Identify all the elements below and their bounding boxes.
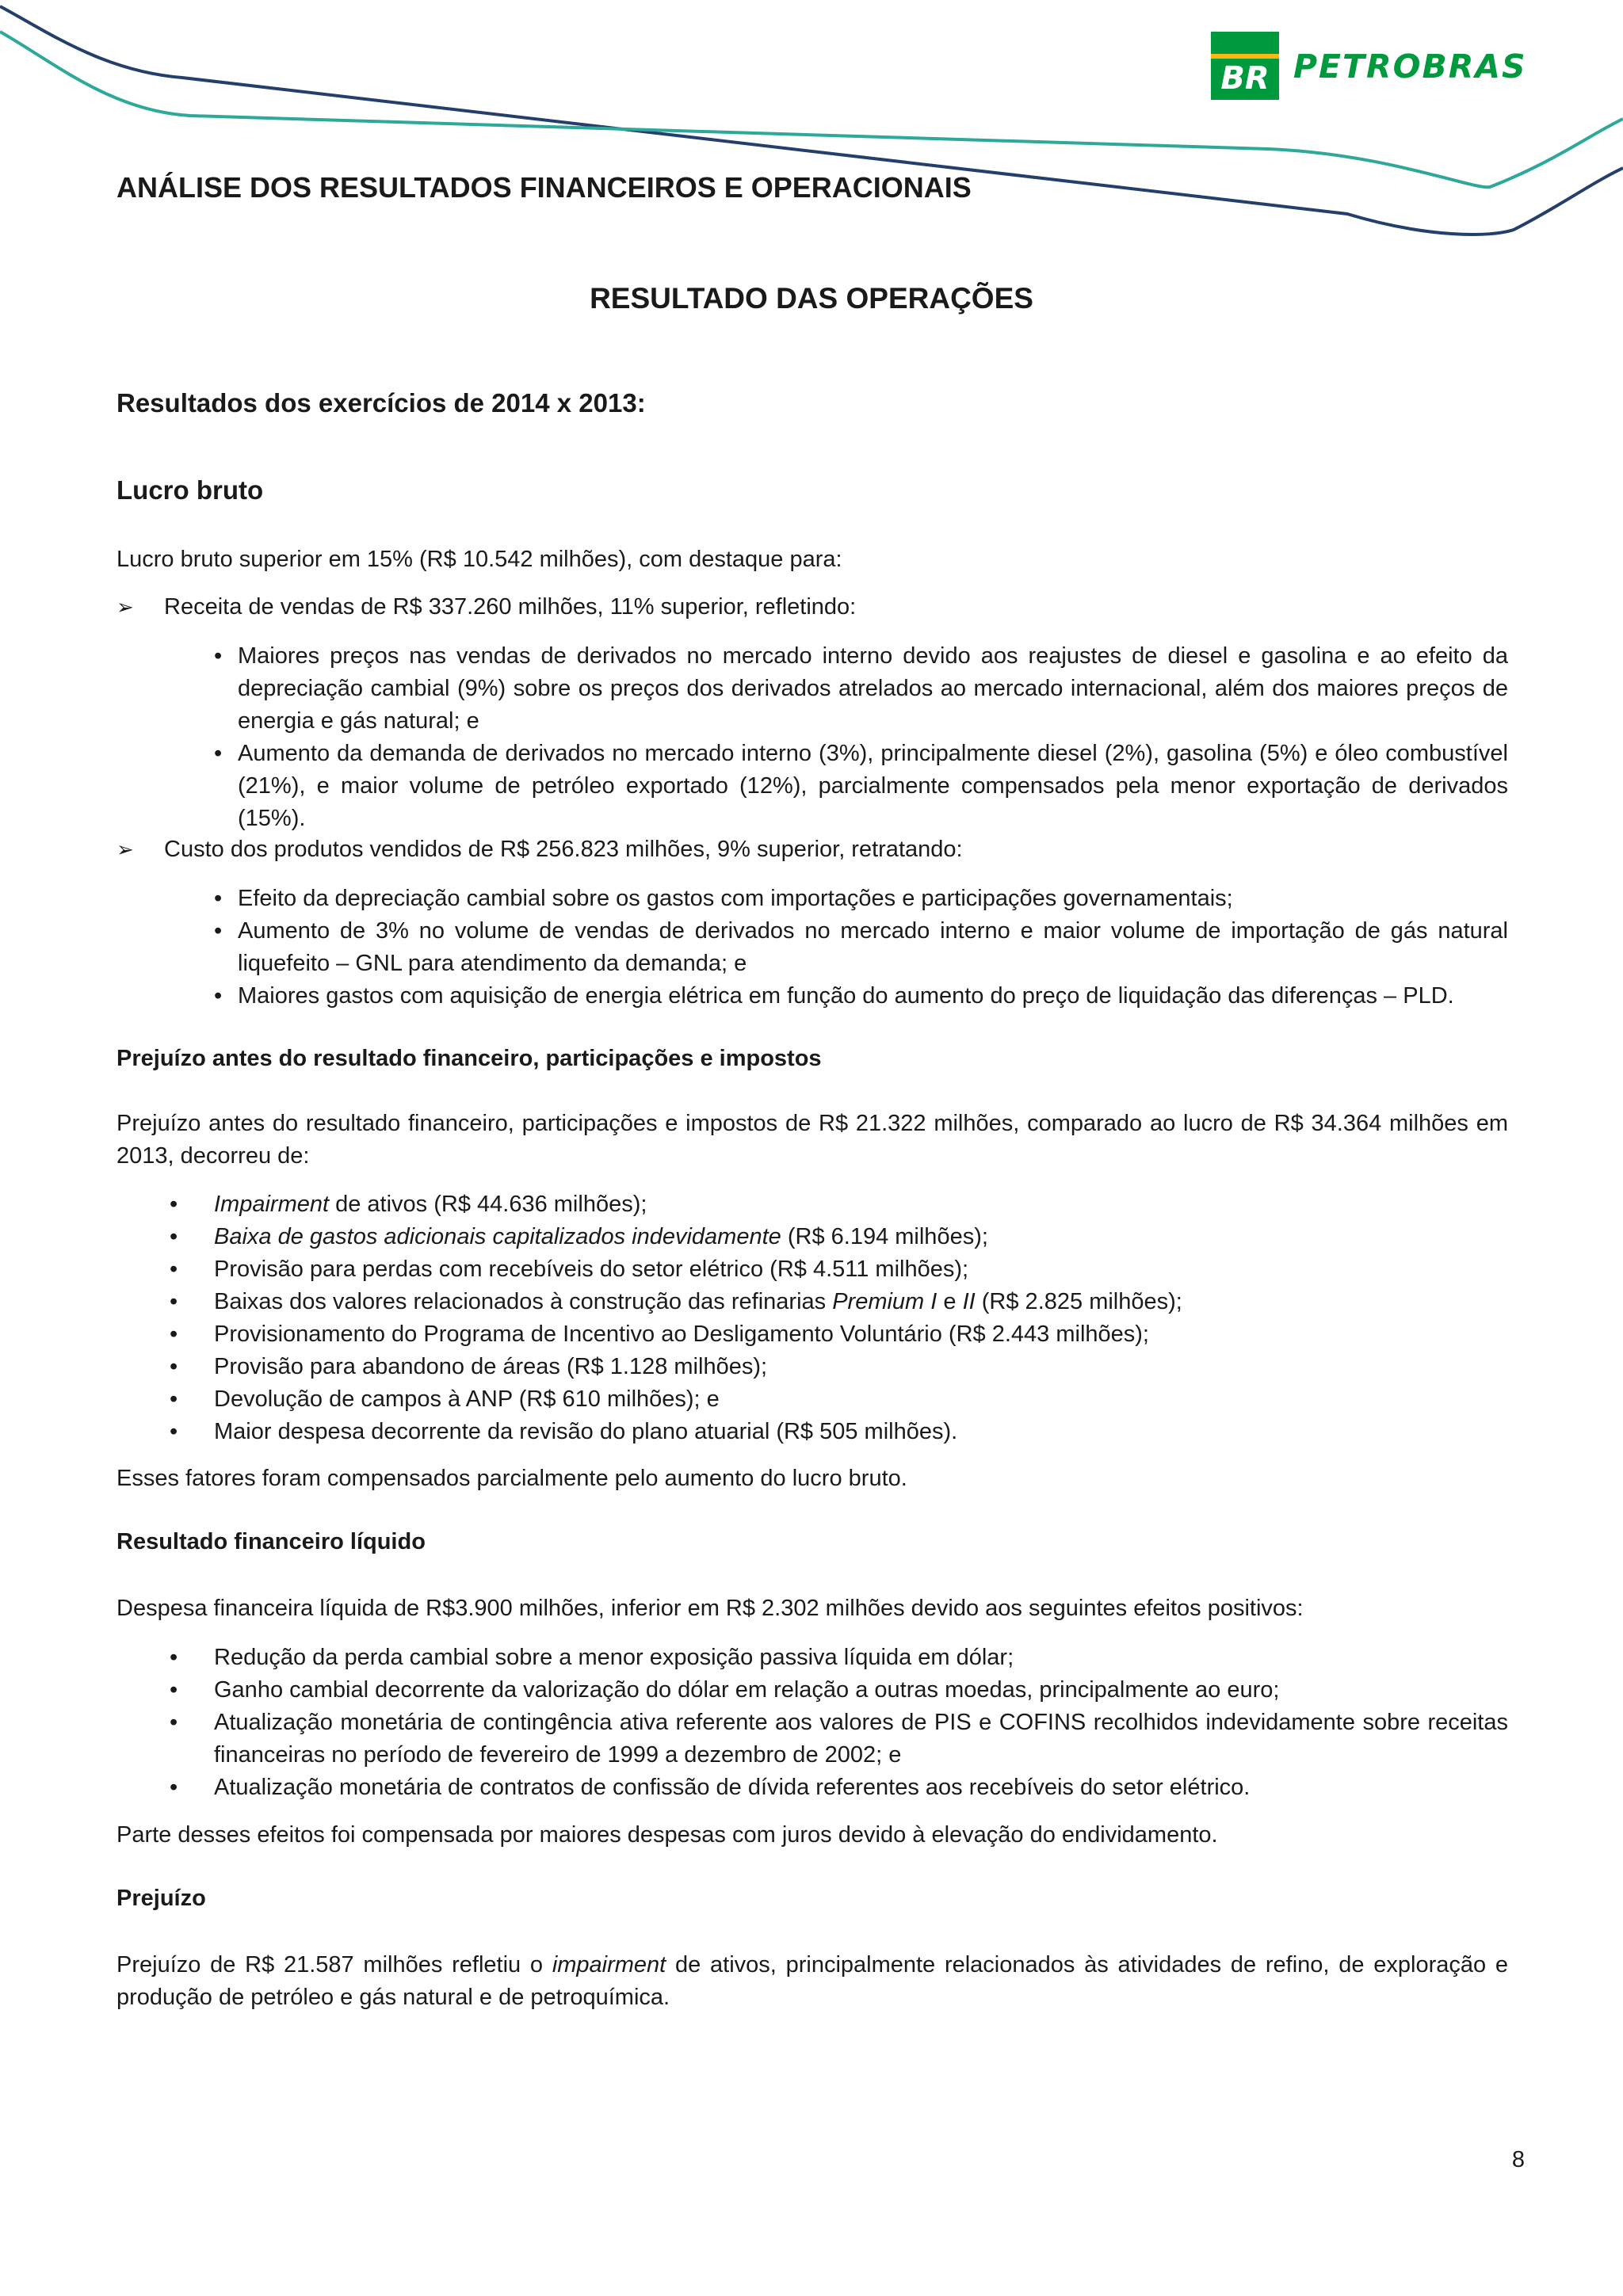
bullet-icon: • [214,741,223,766]
prejuizo-antes-closing: Esses fatores foram compensados parcialmente pelo aumento do lucro bruto. [116,1466,907,1491]
prejuizo-antes-heading: Prejuízo antes do resultado financeiro, participações e impostos [116,1046,822,1071]
list-item: • Provisão para perdas com recebíveis do setor elétrico (R$ 4.511 milhões); [214,1253,1508,1286]
bullet-icon: • [214,918,223,944]
list-item: • Provisionamento do Programa de Incentivo ao Desligamento Voluntário (R$ 2.443 milhões); [214,1318,1508,1351]
bullet-icon: • [214,886,223,911]
page-title: ANÁLISE DOS RESULTADOS FINANCEIROS E OPERACIONAIS [116,171,972,204]
prejuizo-heading: Prejuízo [116,1886,206,1911]
list-item: • Maiores preços nas vendas de derivados no mercado interno devido aos reajustes de diesel e gasolina e ao efeito da depreciação cambial (9%) sobre os preços dos derivados atrelados ao mercado internacional, além dos maiores preços de energia e gás natural; e [238,640,1508,738]
petrobras-wordmark: PETROBRAS [1293,48,1527,86]
custo-list [214,883,1508,1013]
lucro-bruto-heading: Lucro bruto [116,475,264,505]
list-item: • Atualização monetária de contingência ativa referente aos valores de PIS e COFINS recolhidos indevidamente sobre receitas financeiras no período de fevereiro de 1999 a dezembro de 2002; e [214,1707,1508,1772]
section-title: RESULTADO DAS OPERAÇÕES [590,282,1033,315]
bullet-icon: • [170,1354,178,1379]
bullet-icon: • [170,1289,178,1314]
bullet-icon: • [170,1192,178,1217]
list-item: • Devolução de campos à ANP (R$ 610 milhões); e [214,1383,1508,1416]
resultado-financeiro-list [170,1642,1508,1804]
br-logo-text: BR [1220,60,1270,97]
list-item: • Atualização monetária de contratos de confissão de dívida referentes aos recebíveis do setor elétrico. [214,1772,1508,1804]
bullet-icon: • [170,1710,178,1735]
bullet-icon: • [170,1419,178,1444]
bullet-icon: • [170,1322,178,1347]
prejuizo-antes-list [170,1188,1508,1448]
list-item: • Maiores gastos com aquisição de energia elétrica em função do aumento do preço de liquidação das diferenças – PLD. [238,980,1508,1013]
prejuizo-text: Prejuízo de R$ 21.587 milhões refletiu o impairment de ativos, principalmente relacionados às atividades de refino, de exploração e produção de petróleo e gás natural e de petroquímica. [116,1952,1508,2010]
list-item: • Efeito da depreciação cambial sobre os gastos com importações e participações governamentais; [238,883,1508,915]
receita-text: Receita de vendas de R$ 337.260 milhões, 11% superior, refletindo: [164,594,857,620]
list-item: • Ganho cambial decorrente da valorização do dólar em relação a outras moedas, principalmente ao euro; [214,1674,1508,1707]
bullet-icon: • [214,983,223,1009]
list-item: • Aumento da demanda de derivados no mercado interno (3%), principalmente diesel (2%), gasolina (5%) e óleo combustível (21%), e maior volume de petróleo exportado (12%), parcialmente compensados pela menor exportação de derivados (15%). [238,738,1508,835]
receita-list [214,640,1508,835]
resultado-financeiro-intro: Despesa financeira líquida de R$3.900 milhões, inferior em R$ 2.302 milhões devido aos seguintes efeitos positivos: [116,1596,1304,1621]
list-item: • Redução da perda cambial sobre a menor exposição passiva líquida em dólar; [214,1642,1508,1674]
bullet-icon: • [170,1257,178,1282]
subtitle: Resultados dos exercícios de 2014 x 2013: [116,388,646,418]
list-item: • Provisão para abandono de áreas (R$ 1.128 milhões); [214,1351,1508,1383]
list-item: • Maior despesa decorrente da revisão do plano atuarial (R$ 505 milhões). [214,1416,1508,1448]
custo-text: Custo dos produtos vendidos de R$ 256.823 milhões, 9% superior, retratando: [164,837,963,862]
arrow-bullet-icon: ➢ [116,837,134,861]
list-item: • Baixas dos valores relacionados à construção das refinarias Premium I e II (R$ 2.825 milhões); [214,1286,1508,1318]
bullet-icon: • [170,1386,178,1412]
br-logo-mark [1211,32,1279,100]
bullet-icon: • [170,1224,178,1249]
list-item: • Baixa de gastos adicionais capitalizados indevidamente (R$ 6.194 milhões); [214,1221,1508,1253]
prejuizo-antes-intro: Prejuízo antes do resultado financeiro, participações e impostos de R$ 21.322 milhões, comparado ao lucro de R$ 34.364 milhões em 2013, decorreu de: [116,1111,1508,1169]
bullet-icon: • [170,1677,178,1703]
resultado-financeiro-heading: Resultado financeiro líquido [116,1529,426,1554]
resultado-financeiro-closing: Parte desses efeitos foi compensada por maiores despesas com juros devido à elevação do endividamento. [116,1822,1218,1848]
list-item: • Impairment de ativos (R$ 44.636 milhões); [214,1188,1508,1221]
petrobras-logo [1211,32,1560,103]
bullet-icon: • [170,1775,178,1800]
bullet-icon: • [170,1645,178,1670]
list-item: • Aumento de 3% no volume de vendas de derivados no mercado interno e maior volume de importação de gás natural liquefeito – GNL para atendimento da demanda; e [238,915,1508,980]
arrow-bullet-icon: ➢ [116,595,134,619]
lucro-bruto-intro: Lucro bruto superior em 15% (R$ 10.542 milhões), com destaque para: [116,547,842,572]
bullet-icon: • [214,643,223,669]
page-number: 8 [1511,2147,1525,2172]
